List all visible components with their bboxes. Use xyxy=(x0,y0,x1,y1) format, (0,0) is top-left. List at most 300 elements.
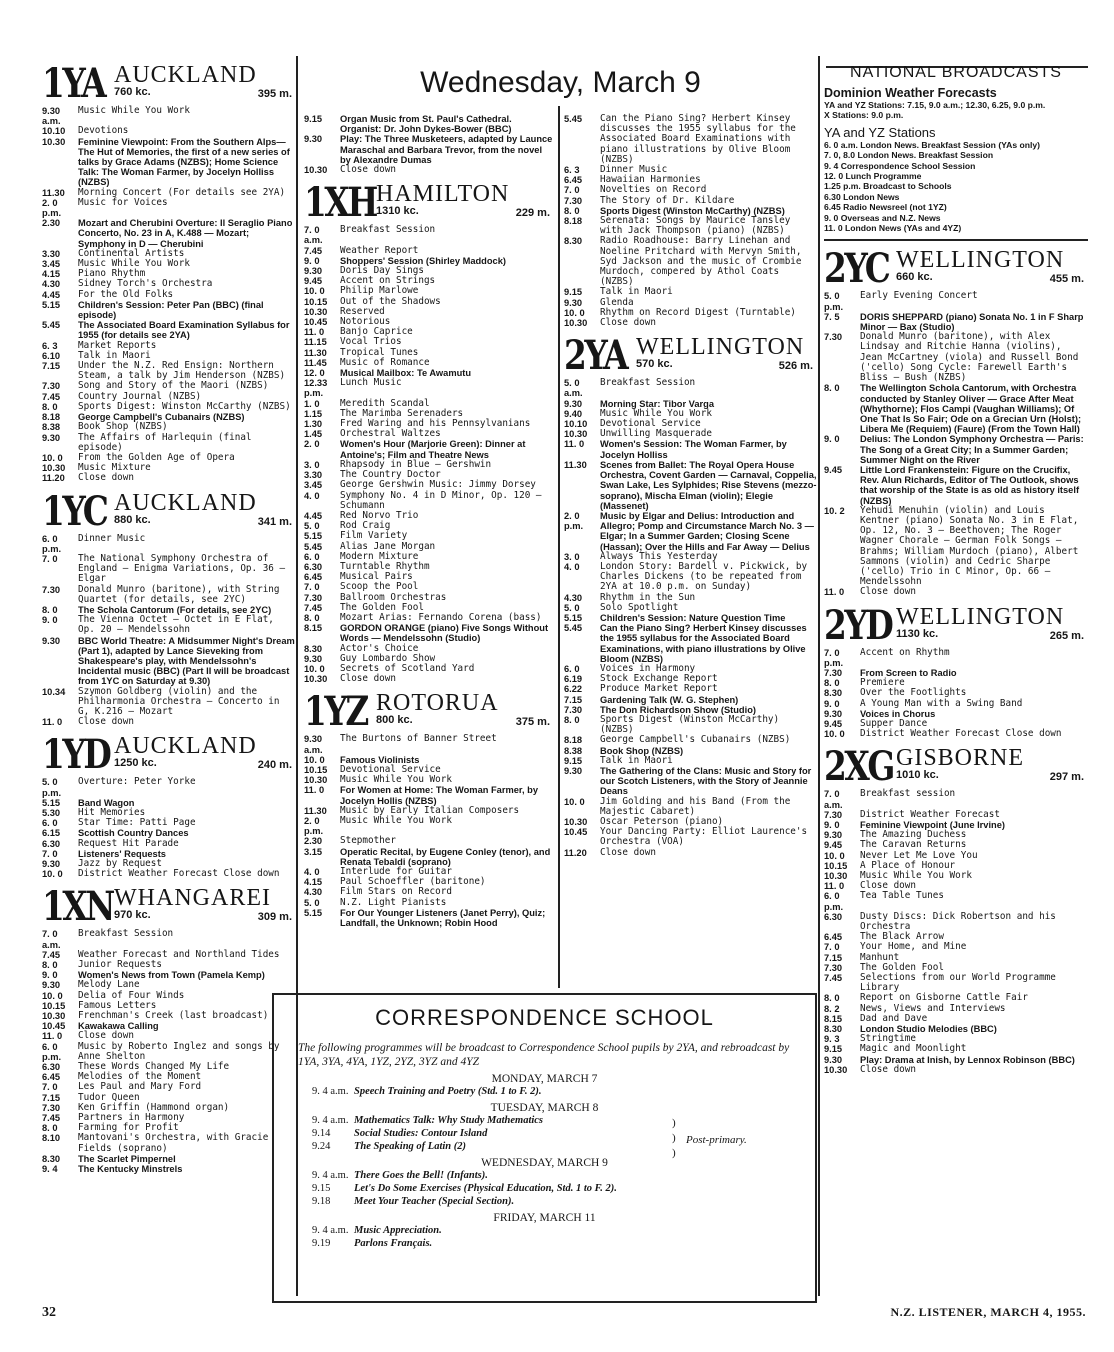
cs-row xyxy=(312,1114,815,1127)
program-time: 10.45 xyxy=(564,827,588,838)
program-title: London Story: Bardell v. Pickwick, by Charles Dickens (to be repeated from 2YA at 10.0 p.m. on Sunday) xyxy=(600,560,808,593)
column-rule-2 xyxy=(818,56,820,1296)
program-title: Dad and Dave xyxy=(860,1012,928,1024)
program-title: Jim Golding and his Band (From the Majestic Cabaret) xyxy=(600,795,791,817)
program-time: 10. 0 xyxy=(42,990,63,1001)
program-time: 8.38 xyxy=(564,745,583,756)
program-title: Yehudi Menuhin (violin) and Louis Kentner (piano) Sonata No. 3 in E Flat, Op. 12, No. 3 — Beethoven; The Roger Wagner Chorale — German Folk Songs — Brahms; William Murdoch (piano), Albert Sammons (violin) and Cedric Sharpe ('cello) Trio in C Minor, Op. 66 — Mendelssohn xyxy=(860,504,1079,588)
program-title: Lunch Music xyxy=(340,377,402,389)
program-title: Can the Piano Sing? Herbert Kinsey discusses the 1955 syllabus for the Associated Board Examinations, with piano illustrations by Olive Bloom (NZBS) xyxy=(600,623,807,664)
program-time: 9.45 xyxy=(824,718,843,729)
program-title: Women's News from Town (Pamela Kemp) xyxy=(78,970,265,981)
program-title: Rhythm in the Sun xyxy=(600,591,696,603)
program-title: Vocal Trios xyxy=(340,336,402,348)
program-title: Famous Violinists xyxy=(340,754,420,765)
program-title: Weather Forecast and Northland Tides xyxy=(78,948,280,960)
program-item xyxy=(304,674,554,684)
program-item xyxy=(824,699,1088,709)
station-callsign: 1YC xyxy=(42,487,107,535)
program-title: George Campbell's Cubanairs (NZBS) xyxy=(78,412,245,423)
nb-line: X Stations: 9.0 p.m. xyxy=(824,110,904,121)
program-time: 4.15 xyxy=(42,269,61,280)
program-time: 8. 0 xyxy=(42,1123,58,1134)
program-title: The National Symphony Orchestra of England — Enigma Variations, Op. 36 — Elgar xyxy=(78,552,286,585)
program-item xyxy=(304,816,554,836)
program-title: Music of Romance xyxy=(340,356,430,368)
program-title: Secrets of Scotland Yard xyxy=(340,662,475,674)
station-frequency: 570 kc. xyxy=(636,358,673,371)
program-time: 3. 0 xyxy=(304,459,320,470)
station-callsign: 1YD xyxy=(42,731,110,779)
cs-brace: ) xyxy=(672,1132,676,1144)
program-time: 9. 0 xyxy=(824,820,840,830)
program-time: 11. 0 xyxy=(304,785,325,796)
program-time: 6. 3 xyxy=(564,165,580,176)
program-title: News, Views and Interviews xyxy=(860,1002,1006,1014)
program-time: 6.30 xyxy=(42,838,61,849)
station-city: GISBORNE xyxy=(896,745,1025,772)
program-title: Music by Elgar and Delius: Introduction and Allegro; Pomp and Circumstance March No. 3 — Elgar; In a Summer Garden; Closing Scene (Hassan); Over the Hills and Far Away — Delius xyxy=(600,510,814,552)
program-time: 10.30 xyxy=(42,463,66,474)
station-frequency: 1010 kc. xyxy=(896,769,939,782)
program-title: BBC World Theatre: A Midsummer Night's Dream (Part 1), adapted by Lance Sieveking from Shakespeare's play, with Mendelssohn's Incidental music (BBC) (Part II will be broadcast from 1YC on Saturday at 9.30) xyxy=(78,635,295,687)
program-time: 5. 0 xyxy=(304,521,320,532)
program-title: Mozart Arias: Fernando Corena (bass) xyxy=(340,611,542,623)
program-item xyxy=(42,839,296,849)
program-time: 7.30 xyxy=(42,584,61,595)
program-time: 5.30 xyxy=(42,807,61,818)
program-item xyxy=(564,603,817,613)
program-item xyxy=(42,290,296,300)
program-title: Hit Memories xyxy=(78,806,146,818)
station-header xyxy=(42,885,296,929)
program-time: 10. 2 xyxy=(824,505,845,516)
program-title: Jazz by Request xyxy=(78,858,162,869)
program-time: 5. 0 xyxy=(304,897,320,908)
program-time: 7.45 xyxy=(824,973,843,984)
cs-subject: Meet Your Teacher (Special Section). xyxy=(354,1196,515,1207)
program-time: 11. 0 xyxy=(824,587,845,598)
program-time: 9.30 xyxy=(824,830,843,841)
cs-brace: ) xyxy=(672,1147,676,1159)
program-time: 8.30 xyxy=(564,236,583,247)
program-title: George Gershwin Music: Jimmy Dorsey xyxy=(340,479,536,491)
program-time: 9.30 xyxy=(42,859,61,869)
program-time: 8. 0 xyxy=(304,612,320,623)
program-title: Orchestral Waltzes xyxy=(340,428,441,440)
cs-subject: Speech Training and Poetry (Std. 1 to F. 2). xyxy=(354,1086,542,1097)
program-item xyxy=(824,1044,1088,1054)
program-item xyxy=(42,869,296,879)
program-time: 10.30 xyxy=(564,817,588,827)
program-title: The Associated Board Examination Syllabus for 1955 (for details see 2YA) xyxy=(78,320,290,341)
program-time: 7.30 xyxy=(824,809,843,820)
program-time: 8.10 xyxy=(42,1133,61,1144)
program-time: 8.30 xyxy=(824,1024,843,1035)
station-city: AUCKLAND xyxy=(114,489,257,516)
program-time: 4. 0 xyxy=(304,867,320,877)
program-title: Breakfast Session xyxy=(600,377,696,389)
program-title: Piano Rhythm xyxy=(78,268,146,280)
nb-title: NATIONAL BROADCASTS xyxy=(850,64,1062,81)
program-item xyxy=(42,585,296,605)
program-title: Accent on Rhythm xyxy=(860,646,950,658)
cs-subject: Music Appreciation. xyxy=(354,1225,442,1236)
program-title: Red Norvo Trio xyxy=(340,509,419,521)
program-item xyxy=(42,137,296,188)
program-time: 7.30 xyxy=(42,1102,61,1113)
program-title: Close down xyxy=(860,586,916,598)
station-frequency: 760 kc. xyxy=(114,86,151,98)
program-title: Unwilling Masquerade xyxy=(600,428,712,440)
program-title: The Gathering of the Clans: Music and Story for our Scotch Listeners, with the Story of Jeannie Deans xyxy=(600,765,812,797)
program-item xyxy=(824,465,1088,506)
program-title: Scoop the Pool xyxy=(340,581,419,593)
program-time: 9.30 xyxy=(304,266,323,277)
program-title: Ballroom Orchestras xyxy=(340,591,447,603)
program-item xyxy=(42,717,296,727)
program-title: Rhythm on Record Digest (Turntable) xyxy=(600,306,796,318)
program-time: 7.30 xyxy=(824,332,843,343)
program-time: 4.15 xyxy=(304,877,323,888)
program-time: 7. 0 xyxy=(42,1082,58,1093)
program-title: The Wellington Schola Cantorum, with Orchestra conducted by Stanley Oliver — Grace After Meat (Whythorne); Flos Campi (Vaughan Williams); Of One That Is So Fair; Ode on a Grecian Urn (Holst); Libera Me (Requiem) (Faure) (From the Town Hall) xyxy=(860,383,1082,435)
program-title: Musical Pairs xyxy=(340,571,413,583)
cs-time: 9. 4 a.m. xyxy=(312,1170,349,1181)
program-time: 9.30 xyxy=(304,134,323,145)
program-title: Glenda xyxy=(600,296,634,308)
program-title: Notorious xyxy=(340,316,391,328)
program-title: Over the Footlights xyxy=(860,687,967,699)
program-time: 3.45 xyxy=(42,259,61,270)
program-title: Music Mixture xyxy=(78,462,151,474)
cs-post-primary: Post-primary. xyxy=(686,1134,747,1146)
program-time: 9.30 xyxy=(564,765,583,776)
program-time: 8. 0 xyxy=(564,714,580,725)
program-title: Report on Gisborne Cattle Fair xyxy=(860,992,1028,1004)
program-title: Les Paul and Mary Ford xyxy=(78,1081,202,1093)
program-item xyxy=(564,429,817,439)
program-time: 9.30 a.m. xyxy=(42,106,61,127)
program-title: Book Shop (NZBS) xyxy=(600,745,684,756)
program-title: N.Z. Light Pianists xyxy=(340,896,447,908)
station-frequency: 800 kc. xyxy=(376,714,413,727)
program-title: District Weather Forecast Close down xyxy=(78,868,280,880)
program-time: 10. 0 xyxy=(564,307,585,318)
program-time: 7. 0 a.m. xyxy=(304,225,323,246)
program-time: 11.20 xyxy=(564,847,587,858)
program-time: 2.30 xyxy=(42,218,61,229)
program-title: The Amazing Duchess xyxy=(860,829,967,841)
program-time: 5. 0 xyxy=(564,602,580,613)
program-title: Morning Concert (For details see 2YA) xyxy=(78,186,286,198)
program-time: 5.45 xyxy=(564,114,583,124)
program-title: Partners in Harmony xyxy=(78,1112,185,1124)
program-time: 6. 0 xyxy=(42,818,58,829)
program-time: 7. 5 xyxy=(824,311,840,322)
program-title: Rhapsody in Blue — Gershwin xyxy=(340,458,492,470)
program-time: 1. 0 xyxy=(304,398,320,409)
nb-item: 6. 0 a.m. London News. Breakfast Session (YAs only) xyxy=(824,139,1041,150)
cs-brace: ) xyxy=(672,1117,676,1129)
station-callsign: 2YA xyxy=(564,332,627,380)
program-item xyxy=(304,378,554,398)
station-header xyxy=(304,181,554,225)
program-title: Voices in Harmony xyxy=(600,662,696,674)
program-title: Gardening Talk (W. G. Stephen) xyxy=(600,694,739,705)
program-time: 7.30 xyxy=(564,195,583,206)
program-title: Rod Craig xyxy=(340,520,391,532)
program-time: 8. 0 xyxy=(824,993,840,1004)
cs-days xyxy=(274,1073,815,1250)
program-time: 10.10 xyxy=(42,126,66,137)
program-time: 2. 0 p.m. xyxy=(42,197,62,219)
program-time: 10.30 xyxy=(304,674,328,685)
program-title: Music by Early Italian Composers xyxy=(340,804,520,816)
program-time: 8.18 xyxy=(564,216,583,227)
program-item xyxy=(564,827,817,847)
program-item xyxy=(42,1164,296,1174)
program-title: Mozart and Cherubini Overture: Il Seraglio Piano Concerto, No. 23 in A, K.488 — Mozart; Symphony in D — Cherubini xyxy=(78,218,293,249)
program-title: Symphony No. 4 in D Minor, Op. 120 — Schumann xyxy=(340,489,542,511)
program-title: Close down xyxy=(600,846,656,858)
program-title: Dusty Discs: Dick Robertson and his Orchestra xyxy=(860,910,1056,933)
program-time: 5.15 xyxy=(42,299,61,310)
nb-item: 6.30 London News xyxy=(824,191,900,202)
program-time: 5. 0 p.m. xyxy=(824,291,844,312)
program-time: 10.30 xyxy=(564,429,588,440)
program-title: Sports Digest (Winston McCarthy) (NZBS) xyxy=(600,205,785,216)
program-time: 4.30 xyxy=(304,887,323,898)
program-time: 8.30 xyxy=(824,688,843,699)
program-time: 9. 0 xyxy=(824,698,840,709)
program-item xyxy=(824,789,1088,809)
program-item xyxy=(42,300,296,320)
program-title: Stepmother xyxy=(340,835,396,847)
program-time: 8.38 xyxy=(42,422,61,433)
program-time: 1.30 xyxy=(304,419,323,430)
program-item xyxy=(42,1011,296,1021)
program-title: Feminine Viewpoint (June Irvine) xyxy=(860,820,1005,830)
program-title: Country Journal (NZBS) xyxy=(78,390,202,402)
program-time: 10. 0 xyxy=(42,869,63,880)
page-title: Wednesday, March 9 xyxy=(420,66,701,99)
program-time: 4.45 xyxy=(42,289,61,300)
program-title: Radio Roadhouse: Barry Linehan and Noeline Pritchard with Mervyn Smith, Syd Jackson and the music of Crombie Murdoch, compered by Athol Coats (NZBS) xyxy=(600,235,802,288)
program-item xyxy=(304,836,554,846)
cs-day: WEDNESDAY, MARCH 9 xyxy=(481,1157,608,1169)
program-time: 2. 0 p.m. xyxy=(564,510,584,532)
program-title: Film Stars on Record xyxy=(340,886,452,898)
program-item xyxy=(824,1065,1088,1075)
program-title: The Black Arrow xyxy=(860,931,944,943)
program-time: 11. 0 xyxy=(564,439,585,450)
program-time: 5. 0 a.m. xyxy=(564,378,583,399)
program-time: 8. 0 xyxy=(824,383,840,394)
program-title: Delia of Four Winds xyxy=(78,989,185,1001)
program-time: 11. 0 xyxy=(304,327,325,338)
program-item xyxy=(824,1014,1088,1024)
program-title: Breakfast session xyxy=(860,788,956,800)
program-title: Music by Roberto Inglez and songs by Anne Shelton xyxy=(78,1040,280,1062)
cs-subject: Social Studies: Contour Island xyxy=(354,1128,488,1139)
program-title: Always This Yesterday xyxy=(600,550,718,562)
program-time: 4.45 xyxy=(304,510,323,521)
cs-time: 9.15 xyxy=(312,1183,331,1194)
program-item xyxy=(824,506,1088,588)
nb-weather-heading: Dominion Weather Forecasts xyxy=(824,86,997,100)
program-item xyxy=(304,785,554,805)
program-time: 4. 0 xyxy=(304,490,320,501)
program-title: These Words Changed My Life xyxy=(78,1061,230,1073)
program-time: 11. 0 xyxy=(42,717,63,728)
program-item xyxy=(42,929,296,949)
program-time: 10.30 xyxy=(42,1011,66,1022)
cs-row xyxy=(312,1182,815,1195)
program-title: The Golden Fool xyxy=(340,601,424,613)
program-time: 8. 0 xyxy=(824,678,840,689)
program-title: Paul Schoeffler (baritone) xyxy=(340,876,486,888)
program-item xyxy=(564,766,817,797)
program-title: Music While You Work xyxy=(600,407,712,419)
program-time: 5.15 xyxy=(304,907,323,918)
program-title: Feminine Viewpoint: From the Southern Alps—The Hut of Memories, the first of a new series of talks by Grace Adams (NZBS); Home Science Talk: The Woman Farmer, by Jocelyn Holliss (NZBS) xyxy=(78,136,290,188)
program-item xyxy=(42,960,296,970)
program-time: 10. 0 xyxy=(304,754,325,765)
national-broadcasts xyxy=(824,64,1088,233)
program-time: 9. 3 xyxy=(824,1034,840,1045)
program-time: 10. 0 xyxy=(824,729,845,740)
program-title: Listeners' Requests xyxy=(78,848,166,859)
program-time: 7. 0 xyxy=(564,185,580,196)
program-title: Talk in Maori xyxy=(78,349,151,361)
program-title: Magic and Moonlight xyxy=(860,1043,967,1055)
station-city: ROTORUA xyxy=(376,690,499,717)
program-title: For the Old Folks xyxy=(78,288,174,300)
program-time: 5.45 xyxy=(304,541,323,552)
program-title: Organ Music from St. Paul's Cathedral. Organist: Dr. John Dykes-Bower (BBC) xyxy=(340,114,512,135)
program-title: Actor's Choice xyxy=(340,642,419,654)
program-time: 6.10 xyxy=(42,350,61,361)
nb-item: 11. 0 London News (YAs and 4YZ) xyxy=(824,223,962,234)
program-title: Delius: The London Symphony Orchestra — Paris: The Song of a Great City; In a Summer Garden; Summer Night on the River xyxy=(860,434,1084,465)
station-wavelength: 395 m. xyxy=(257,88,292,100)
cs-subject: The Speaking of Latin (2) xyxy=(354,1141,466,1152)
program-item xyxy=(564,623,817,664)
program-time: 9.30 xyxy=(564,398,583,409)
station-city: WHANGAREI xyxy=(114,885,271,912)
station-frequency: 1310 kc. xyxy=(376,205,419,218)
program-title: Little Lord Frankenstein: Figure on the Crucifix, Rev. Alun Richards, Editor of The Outlook, shows that worship of the State is as old as history itself (NZBS) xyxy=(860,464,1080,506)
program-title: District Weather Forecast xyxy=(860,808,1000,820)
nb-item: 9. 0 Overseas and N.Z. News xyxy=(824,212,941,223)
program-title: Breakfast Session xyxy=(78,928,174,940)
program-time: 11.15 xyxy=(304,337,327,348)
program-time: 9.15 xyxy=(564,755,583,766)
program-item xyxy=(564,318,817,328)
nb-bottom-rule xyxy=(824,239,1088,241)
program-title: Out of the Shadows xyxy=(340,295,441,307)
program-time: 7. 0 p.m. xyxy=(824,647,844,668)
cs-row xyxy=(312,1195,815,1208)
program-time: 12. 0 xyxy=(304,368,325,379)
station-frequency: 970 kc. xyxy=(114,909,151,922)
program-time: 3. 0 xyxy=(564,551,580,562)
program-time: 3.45 xyxy=(304,480,323,491)
program-time: 9. 0 xyxy=(824,434,840,445)
program-item xyxy=(304,847,554,867)
program-title: The Marimba Serenaders xyxy=(340,407,464,419)
center-subcolumn-b xyxy=(564,114,817,858)
station-city: HAMILTON xyxy=(376,181,510,208)
station-city: AUCKLAND xyxy=(114,733,257,760)
station-city: WELLINGTON xyxy=(896,247,1065,274)
program-item xyxy=(564,196,817,206)
program-title: Supper Dance xyxy=(860,717,928,729)
program-title: Devotional Service xyxy=(600,418,701,430)
program-item xyxy=(42,636,296,687)
program-title: Tropical Tunes xyxy=(340,346,419,358)
program-item xyxy=(304,734,554,754)
program-time: 10.45 xyxy=(42,1021,66,1032)
program-time: 10.15 xyxy=(304,764,328,775)
program-time: 10.30 xyxy=(824,871,848,882)
program-item xyxy=(42,818,296,828)
station-callsign: 1YA xyxy=(42,60,105,107)
program-time: 9.15 xyxy=(564,287,583,298)
program-time: 10. 0 xyxy=(304,286,325,297)
cs-day: FRIDAY, MARCH 11 xyxy=(493,1212,596,1224)
program-time: 6.30 xyxy=(824,911,843,922)
program-item xyxy=(42,433,296,453)
program-title: Shoppers' Session (Shirley Maddock) xyxy=(340,255,506,266)
program-title: Fred Waring and his Pennsylvanians xyxy=(340,418,531,430)
program-title: Dinner Music xyxy=(78,532,146,544)
program-time: 3.30 xyxy=(42,248,61,259)
station-wavelength: 526 m. xyxy=(778,360,813,373)
station-frequency: 1250 kc. xyxy=(114,757,157,770)
program-item xyxy=(564,756,817,766)
station-wavelength: 309 m. xyxy=(257,911,292,924)
program-title: Melodies of the Moment xyxy=(78,1071,202,1083)
program-title: Request Hit Parade xyxy=(78,837,179,849)
program-title: The Kentucky Minstrels xyxy=(78,1164,183,1175)
program-title: The Story of Dr. Kildare xyxy=(600,194,735,206)
program-time: 6.45 xyxy=(42,1072,61,1083)
program-time: 10. 0 xyxy=(564,796,585,807)
program-item xyxy=(42,1154,296,1164)
column-center xyxy=(304,56,817,929)
program-time: 10.10 xyxy=(564,419,588,430)
program-title: Melody Lane xyxy=(78,979,140,991)
cs-title: CORRESPONDENCE SCHOOL xyxy=(375,1005,714,1030)
station-header xyxy=(42,62,296,106)
cs-intro: The following programmes will be broadcast to Correspondence School pupils by 2YA, and rebroadcast by 1YA, 3YA, 4YA, 1YZ, 2YZ, 3YZ and 4YZ xyxy=(298,1042,790,1068)
program-item xyxy=(564,695,817,705)
program-title: Close down xyxy=(340,673,396,685)
program-time: 9.30 xyxy=(42,432,61,443)
program-title: Overture: Peter Yorke xyxy=(78,776,196,788)
program-time: 10.30 xyxy=(304,775,328,786)
program-time: 8. 0 xyxy=(42,960,58,971)
program-title: Close down xyxy=(340,164,396,176)
program-title: Philip Marlowe xyxy=(340,285,419,297)
program-time: 11. 0 xyxy=(42,1031,63,1042)
program-time: 6. 0 p.m. xyxy=(42,1041,62,1062)
program-time: 6. 0 p.m. xyxy=(824,891,844,912)
program-title: District Weather Forecast Close down xyxy=(860,728,1062,740)
program-time: 10.15 xyxy=(42,1000,66,1011)
